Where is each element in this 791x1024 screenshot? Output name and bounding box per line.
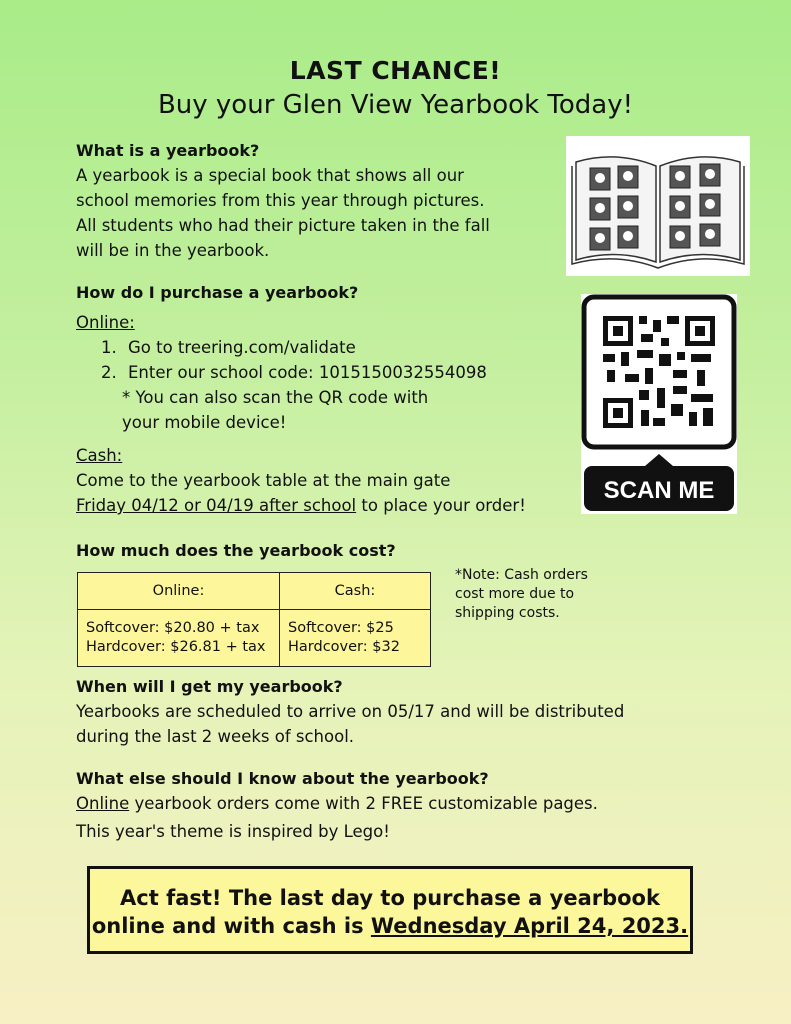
purchase-section — [76, 280, 576, 518]
cash-hardcover-price: Hardcover: $32 — [288, 639, 400, 655]
else-heading: What else should I know about the yearbook? — [76, 769, 489, 788]
qr-code-card[interactable] — [581, 294, 737, 514]
else-online-word: Online — [76, 794, 130, 813]
else-line-1 — [76, 791, 716, 816]
when-line-2: during the last 2 weeks of school. — [76, 727, 355, 746]
else-section — [76, 766, 716, 844]
online-label: Online: — [76, 313, 135, 332]
step-2: 2. Enter our school code: 1015150032554098 — [122, 360, 576, 385]
qr-note-line-2: your mobile device! — [122, 413, 287, 432]
cost-heading: How much does the yearbook cost? — [76, 541, 396, 560]
online-softcover-price: Softcover: $20.80 + tax — [86, 620, 260, 636]
cost-table — [77, 572, 431, 667]
yearbook-illustration — [566, 136, 750, 276]
cash-dates: Friday 04/12 or 04/19 after school — [76, 496, 357, 515]
cost-note-line-1: *Note: Cash orders — [455, 567, 588, 583]
qr-code — [581, 294, 737, 514]
what-heading: What is a yearbook? — [76, 141, 260, 160]
subheadline: Buy your Glen View Yearbook Today! — [157, 90, 634, 120]
deadline-callout — [87, 866, 693, 954]
callout-line-1: Act fast! The last day to purchase a yearbook — [120, 886, 660, 910]
cost-note-line-3: shipping costs. — [455, 605, 560, 621]
when-section — [76, 674, 716, 749]
headline: LAST CHANCE! — [289, 56, 502, 85]
cost-col-online: Online: — [78, 573, 280, 610]
cost-note — [455, 566, 588, 623]
else-line-1-tail: yearbook orders come with 2 FREE customizable pages. — [129, 794, 598, 813]
cost-note-line-2: cost more due to — [455, 586, 575, 602]
cost-online-cell — [78, 610, 280, 667]
qr-note-line-1: * You can also scan the QR code with — [122, 388, 429, 407]
step-1: 1. Go to treering.com/validate — [122, 335, 576, 360]
what-line-1: A yearbook is a special book that shows all our — [76, 166, 464, 185]
cash-line-1: Come to the yearbook table at the main gate — [76, 471, 451, 490]
deadline-date: Wednesday April 24, 2023. — [370, 914, 689, 938]
what-line-2: school memories from this year through pictures. — [76, 191, 485, 210]
what-line-3: All students who had their picture taken in the fall — [76, 216, 490, 235]
online-hardcover-price: Hardcover: $26.81 + tax — [86, 639, 266, 655]
callout-line-2 — [90, 912, 690, 940]
what-section — [76, 138, 546, 263]
cost-col-cash: Cash: — [280, 573, 431, 610]
when-line-1: Yearbooks are scheduled to arrive on 05/17 and will be distributed — [76, 702, 625, 721]
when-heading: When will I get my yearbook? — [76, 677, 343, 696]
else-line-2: This year's theme is inspired by Lego! — [76, 822, 390, 841]
cash-softcover-price: Softcover: $25 — [288, 620, 394, 636]
purchase-heading: How do I purchase a yearbook? — [76, 283, 359, 302]
cost-cash-cell — [280, 610, 431, 667]
what-line-4: will be in the yearbook. — [76, 241, 270, 260]
cash-label: Cash: — [76, 446, 123, 465]
cash-tail: to place your order! — [356, 496, 526, 515]
online-steps — [76, 335, 576, 385]
scan-me-label: SCAN ME — [603, 477, 715, 504]
callout-line-2-lead: online and with cash is — [91, 914, 371, 938]
cash-line-2 — [76, 493, 576, 518]
